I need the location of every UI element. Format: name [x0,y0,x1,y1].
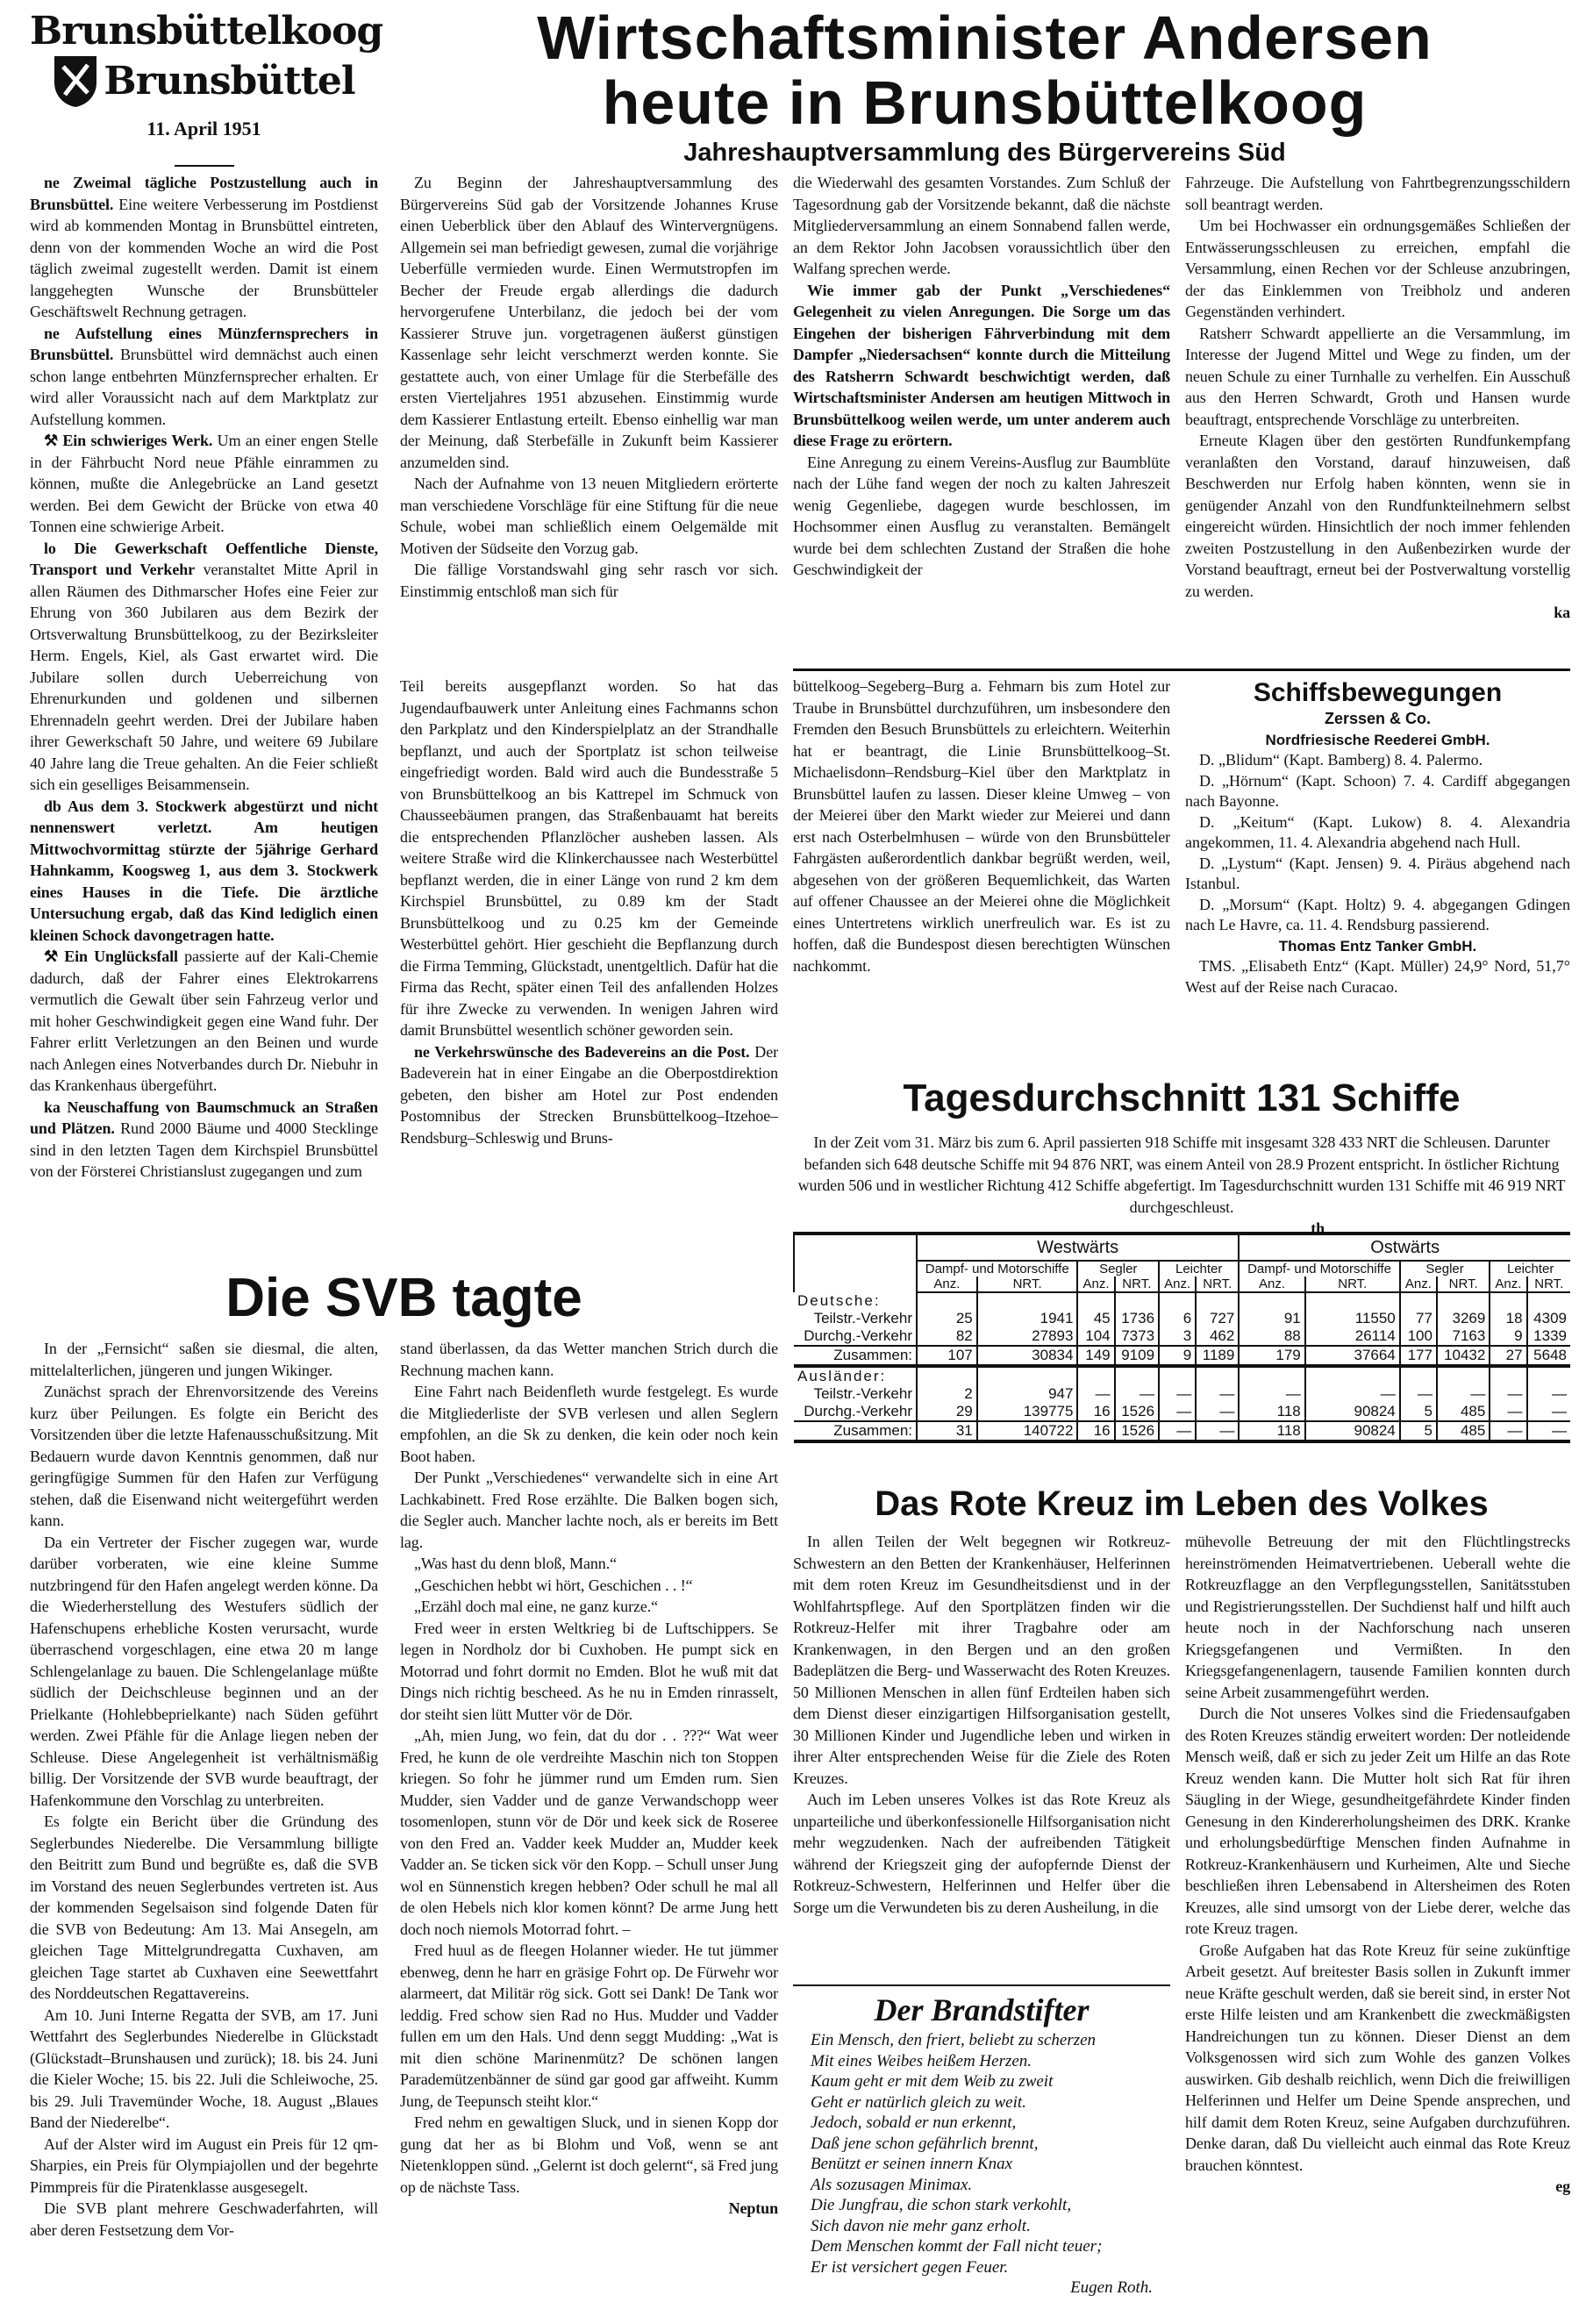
redcross-column-2 [1185,1531,1570,2198]
masthead-subtitle: Brunsbüttel [104,59,355,104]
table-cell: — [1196,1385,1239,1403]
paragraph [400,2112,778,2198]
paragraph-text: „Erzähl doch mal eine, ne ganz kurze.“ [414,1598,659,1615]
paragraph-text: Fred huul as de fleegen Holanner wieder. He tut jümmer ebenweg, denn he harr en gräsige Fohrt op. De Fürwehr wor alarmeert, dat Militär rög sick. Gott sei Dank! De Tank wor leddig. Fred schow sien Rad no Hus. Mudder und Vadder fullen em um den Hals. Und denn seggt Mudding: „Wat is mit dien schöne Marinenmütz? De schönen langen Parademützenbänner de sünd gar good gar affweiht. Kumm Jung, de Teepunsch steiht klor.“ [400,1941,778,2110]
paragraph-text: Die SVB plant mehrere Geschwaderfahrten, will aber deren Festsetzung dem Vor- [30,2199,378,2239]
paragraph-text: Erneute Klagen über den gestörten Rundfunkempfang veranlaßten den Vorstand, darauf hinzuweisen, daß Beschwerden nur Erfolg haben könnten, wenn sie in genügender Anzahl von den Rundfunkteilnehmern selbst eingereicht würden. Hinsichtlich der noch immer fehlenden zweiten Postzustellung in den Außenbezirken wurde der Vorstand beauftragt, erneut bei der Postverwaltung vorstellig zu werden. [1185,432,1570,600]
svb-column-2 [400,1338,778,2220]
table-cell: 5648 [1527,1346,1570,1366]
table-row [794,1421,1570,1441]
table-cell: 139775 [977,1403,1078,1421]
table-row [794,1385,1570,1403]
paragraph-text: Eine Anregung zu einem Vereins-Ausflug zur Baumblüte nach der Lühe fand wegen der noch zu kalten Jahreszeit wenig Gegenliebe, dagegen wurde beschlossen, im Hochsommer einen Ausflug zu veranstalten. Bemängelt wurde bei dem schlechten Zustand der Straßen die hohe Geschwindigkeit der [793,453,1170,578]
sub-header: Anz. [1077,1276,1114,1292]
paragraph [400,1618,778,1726]
table-cell: 9109 [1115,1346,1159,1366]
paragraph [793,172,1170,280]
table-cell: — [1490,1403,1526,1421]
table-cell: — [1490,1385,1526,1403]
sub-header: NRT. [1115,1276,1159,1292]
poem-lines [793,2030,1170,2278]
empty-cell [1305,1292,1400,1310]
ship-item: D. „Blidum“ (Kapt. Bamberg) 8. 4. Palermo. [1199,751,1483,769]
empty-cell [1115,1292,1159,1310]
empty-cell [1239,1292,1304,1310]
table-cell: 485 [1437,1421,1490,1441]
paragraph [1185,323,1570,431]
paragraph-text: Eine Fahrt nach Beidenfleth wurde festgelegt. Es wurde die Mitgliederliste der SVB verlesen und allen Seglern empfohlen, an die Sk zu denken, die kein oder noch kein Boot haben. [400,1383,778,1465]
empty-cell [1437,1292,1490,1310]
paragraph-text: Eine weitere Verbesserung im Postdienst wird ab kommenden Montag in Brunsbüttel eintreten, denn von der kommenden Woche an wird die Post täglich zweimal zugestellt werden. Damit ist einem langgehegten Wunsche der Brunsbütteler Geschäftswelt Rechnung getragen. [30,195,378,320]
table-cell: 77 [1400,1310,1437,1327]
masthead-title: Brunsbüttelkoog [30,9,383,54]
column-trees-continued [400,676,778,1148]
empty-cell [1115,1366,1159,1385]
paragraph [1185,215,1570,323]
sub-header: Anz. [1400,1276,1437,1292]
empty-cell [1437,1366,1490,1385]
table-cell: — [1115,1385,1159,1403]
paragraph-text: In der „Fernsicht“ saßen sie diesmal, die alten, mittelalterlichen, jüngeren und jungen Wikinger. [30,1340,378,1379]
empty-cell [1077,1292,1114,1310]
table-cell: 947 [977,1385,1078,1403]
table-cell: 7373 [1115,1327,1159,1346]
empty-cell [1527,1292,1570,1310]
table-cell: 2 [917,1385,977,1403]
ship-item: D. „Morsum“ (Kapt. Holtz) 9. 4. abgegangen Gdingen nach Le Havre, ca. 11. 4. Rendsburg passierend. [1185,895,1570,933]
type-header: Segler [1400,1261,1490,1276]
empty-cell [1305,1366,1400,1385]
headline-line1: Wirtschaftsminister Andersen [537,4,1433,72]
table-cell: 11550 [1305,1310,1400,1327]
paragraph [793,1531,1170,1789]
paragraph [400,1575,778,1597]
table-cell: 90824 [1305,1403,1400,1421]
paragraph [400,473,778,559]
table-cell: 5 [1400,1421,1437,1441]
poem-line: Er ist versichert gegen Feuer. [811,2257,1009,2277]
sub-header: NRT. [1527,1276,1570,1292]
paragraph [400,1940,778,2112]
column-local-news [30,172,378,1183]
table-cell: 1736 [1115,1310,1159,1327]
poem-author: Eugen Roth. [1070,2278,1153,2297]
table-cell: 25 [917,1310,977,1327]
empty-cell [1196,1366,1239,1385]
svb-title: Die SVB tagte [225,1268,582,1328]
type-header: Segler [1077,1261,1159,1276]
table-cell: 462 [1196,1327,1239,1346]
poem-line: Jedoch, sobald er nun erkennt, [811,2113,1017,2132]
paragraph [30,2198,378,2241]
paragraph-text: Fred nehm en gewaltigen Sluck, und in sienen Kopp dor gung dat her as bi Blohm und Voß, wenn se ant Nietenkloppen sünd. „Gelernt ist doch gelernt“, sä Fred jung op de nächste Tass. [400,2113,778,2196]
direction-header: Ostwärts [1239,1235,1570,1261]
poem-box [793,1984,1170,2299]
paragraph [30,323,378,431]
table-cell: 45 [1077,1310,1114,1327]
poem-line: Dem Menschen kommt der Fall nicht teuer; [811,2237,1103,2256]
group-label: Ausländer: [797,1368,887,1384]
table-cell: 82 [917,1327,977,1346]
coat-of-arms-icon [53,54,98,109]
paragraph-text: Teil bereits ausgepflanzt worden. So hat das Jugendaufbauwerk unter Anleitung eines Fachmanns schon den Parkplatz und den Kinderspielplatz an der Strandhalle bepflanzt, und auch der Sportplatz ist schon teilweise eingefriedigt worden. Bald wird auch die Bundesstraße 5 von Brunsbüttelkoog an bis Kattrepel im Schmuck von Chausseebäumen prangen, das Straßenbauamt hat bereits die entsprechenden Pflanzlöcher ausheben lassen. Als weitere Straße wird die Klinkerchaussee nach Westerbüttel bepflanzt werden, die in einer Länge von rund 2 km dem Kirchspiel Brunsbüttel, zu 0.89 km der Stadt Brunsbüttelkoog und zu 0.25 km der Gemeinde Westerbüttel gehört. Hier geschieht die Bepflanzung durch die Firma Temming, Glückstadt, unentgeltlich. Dafür hat die Firma das Recht, später einen Teil des anfallenden Holzes für ihre Zwecke zu verwenden. In wenigen Jahren wird damit Brunsbüttel wesentlich schöner geworden sein. [400,677,778,1039]
paragraph-text: Auch im Leben unseres Volkes ist das Rote Kreuz als unparteiliche und überkonfessionelle Hilfsorganisation nicht mehr wegzudenken. Nach der aufreibenden Tätigkeit während der Kriegszeit ging der aufopfernde Dienst der Rotkreuz-Schwestern, Helferinnen und Helfer über die Sorge um die Verwundeten bis zu deren Ausheilung, in die [793,1791,1170,1916]
paragraph-text: Ratsherr Schwardt appellierte an die Versammlung, im Interesse der Jugend Mittel und Wege zu finden, um der neuen Schule zu einer Turnhalle zu verhelfen. Ein Ausschuß aus den Herren Schwardt, Groth und Hansen wurde beauftragt, entsprechende Vorschläge zu unterbreiten. [1185,324,1570,428]
sub-header: NRT. [977,1276,1078,1292]
table-cell: 16 [1077,1403,1114,1421]
article-signature: Neptun [728,2199,778,2217]
paragraph [30,2134,378,2199]
paragraph-text: Zunächst sprach der Ehrenvorsitzende des Vereins kurz über Peilungen. Es folgte ein Bericht des Vorsitzenden über die letzte Hafenausschußsitzung. Mit Bedauern wurde davon Kenntnis genommen, daß nur geringfügige Summen für den Hafen zur Verfügung stehen, daß die Eisenwand nicht weitergeführt werden kann. [30,1383,378,1529]
row-label: Zusammen: [794,1421,917,1441]
row-label: Teilstr.-Verkehr [813,1310,912,1326]
paragraph-text: Fred weer in ersten Weltkrieg bi de Luftschippers. Se legen in Nordholz dor bi Cuxhoben. He pumpt sick en Motorrad und fohrt dormit no Emden. Blot he wuß mit dat Dings nich richtig bescheed. As he nu in Emden rinrasselt, dor steiht sien lütt Mutter vör de Dör. [400,1619,778,1723]
traffic-table-wrap [793,1232,1570,1443]
ship-item: D. „Lystum“ (Kapt. Jensen) 9. 4. Piräus abgehend nach Istanbul. [1185,854,1570,892]
poem-line: Als sozusagen Minimax. [811,2175,973,2194]
traffic-title: Tagesdurchschnitt 131 Schiffe [903,1076,1461,1119]
issue-date: 11. April 1951 [146,118,261,139]
table-cell: 91 [1239,1310,1304,1327]
table-cell: — [1159,1421,1196,1441]
sub-header: NRT. [1305,1276,1400,1292]
paragraph-text: stand überlassen, da das Wetter manchen Strich durch die Rechnung machen kann. [400,1340,778,1379]
paragraph-lead: lo Die Gewerkschaft Oeffentliche Dienste, Transport und Verkehr [30,539,378,578]
date-rule [175,165,234,167]
paragraph [30,1338,378,1381]
table-cell: 1526 [1115,1403,1159,1421]
paragraph [30,1381,378,1532]
ship-movements [1185,677,1570,998]
paragraph [793,452,1170,581]
paragraph-lead: ne Zweimal tägliche Postzustellung auch in Brunsbüttel. [30,174,378,213]
paragraph-text: Um an einer engen Stelle in der Fährbucht Nord neue Pfähle einrammen zu können, mußte die Anlegebrücke an Land gesetzt werden. Bei dem Gewicht der Brücke von etwa 40 Tonnen eine schwierige Arbeit. [30,432,378,535]
table-cell: 179 [1239,1346,1304,1366]
table-cell: 1941 [977,1310,1078,1327]
group-label: Deutsche: [797,1292,881,1309]
redcross-title: Das Rote Kreuz im Leben des Volkes [875,1484,1489,1523]
type-header: Leichter [1159,1261,1239,1276]
redcross-column-1 [793,1531,1170,1918]
ship-list [1185,750,1570,936]
table-cell: 118 [1239,1421,1304,1441]
table-cell: 27893 [977,1327,1078,1346]
empty-cell [1400,1366,1437,1385]
traffic-signature: th [1311,1219,1325,1237]
paragraph-text: die Wiederwahl des gesamten Vorstandes. Zum Schluß der Tagesordnung gab der Vorsitzende bekannt, daß die nächste Mitgliederversammlung an einem Sonnabend fallen werde, an dem Rektor John Jacobsen voraussichtlich über den Walfang sprechen werde. [793,174,1170,277]
table-cell: 30834 [977,1346,1078,1366]
empty-cell [1196,1292,1239,1310]
table-cell: 7163 [1437,1327,1490,1346]
paragraph-text: Nach der Aufnahme von 13 neuen Mitgliedern erörterte man verschiedene Vorschläge für eine Stiftung für die neue Schule, wobei man schließlich einem Oelgemälde mit Motiven der Südseite den Vorzug gab. [400,475,778,557]
masthead [30,9,383,142]
table-cell: — [1239,1385,1304,1403]
table-cell: 727 [1196,1310,1239,1327]
row-label: Zusammen: [794,1346,917,1366]
table-cell: 3 [1159,1327,1196,1346]
svb-column-1 [30,1338,378,2241]
table-cell: — [1527,1385,1570,1403]
paragraph-text: Zu Beginn der Jahreshauptversammlung des Bürgervereins Süd gab der Vorsitzende Johannes Kruse einen Ueberblick über den Ablauf des Wintervergnügens. Allgemein sei man befriedigt gewesen, zumal die vorjährige Ueberfülle vermieden wurde. Einen Wermutstropfen im Becher der Freude ergab allerdings die dadurch hervorgerufene Unterbilanz, die jedoch bei der vom Kassierer Struve jun. vorgetragenen äußerst günstigen Kassenlage sehr leicht verschmerzt werden konnte. Sie gestattete auch, von einer Umlage für die Sterbefälle des ersten Vierteljahres 1951 abzusehen. Einstimmig wurde dem Kassierer Entlastung erteilt. Ebenso einhellig war man der Meinung, daß Sterbefälle in Zukunft beim Kassierer anzumelden sind. [400,174,778,471]
empty-cell [1159,1366,1196,1385]
paragraph [30,172,378,323]
paragraph-text: Es folgte ein Bericht über die Gründung des Seglerbundes Niederelbe. Die Versammlung billigte den Beitritt zum Bund und begrüßte es, daß die SVB im Vorstand des neuen Seglerbundes vertreten ist. Aus der kommenden Segelsaison sind folgende Daten für die SVB von Bedeutung: Am 13. Mai Ansegeln, am gleichen Tage Mittelgrundregatta Cuxhaven, am gleichen Tage startet ab Cuxhaven eine Seewettfahrt des Norddeutschen Regattavereins. [30,1813,378,2002]
paragraph-text: In allen Teilen der Welt begegnen wir Rotkreuz-Schwestern an den Betten der Krankenhäuser, Helferinnen mit dem roten Kreuz im Gesundheitsdienst und in der Wohlfahrtspflege. Auf den Sportplätzen finden wir die Rotkreuz-Helfer mit ihrer Tragbahre oder am Krankenwagen, in den Bergen und an den großen Badeplätzen die Berg- und Wasserwacht des Roten Kreuzes. 50 Millionen Menschen in allen fünf Erdteilen haben sich dem Dienst dieser einzigartigen Hilfsorganisation gestellt, 30 Millionen Kinder und Jugendliche leben und wirken in ihrer Alter entsprechenden Weise für die Ziele des Roten Kreuzes. [793,1533,1170,1787]
table-cell: 177 [1400,1346,1437,1366]
paragraph-text: Fahrzeuge. Die Aufstellung von Fahrtbegrenzungsschildern soll beantragt werden. [1185,174,1570,213]
empty-cell [917,1292,977,1310]
table-cell: — [1490,1421,1526,1441]
empty-cell [1527,1366,1570,1385]
direction-header: Westwärts [917,1235,1239,1261]
paragraph-text: „Geschichen hebbt wi hört, Geschichen . . !“ [414,1576,693,1594]
main-headline [399,5,1570,168]
paragraph-text: mühevolle Betreuung der mit den Flüchtlingstrecks hereinströmenden Heimatvertriebenen. Ueberall wehte die Rotkreuzflagge an den Verpflegungsstellen, Sanitätsstuben und Registrierungsstellen. Der Suchdienst half und hilft auch heute noch in der Nachforschung nach unseren Kriegsgefangenen und Vermißten. In den Kriegsgefangenenlagern, tausende Familien konnten durch seine Arbeit zusammengeführt werden. [1185,1533,1570,1701]
type-header: Leichter [1490,1261,1570,1276]
paragraph-text: büttelkoog–Segeberg–Burg a. Fehmarn bis zum Hotel zur Traube in Brunsbüttel durchzuführen, um insbesondere den Fremden den Besuch Brunsbüttels zu erleichtern. Weiterhin hat er beantragt, die Linie Brunsbüttelkoog–St. Michaelisdonn–Rendsburg–Kiel über den Marktplatz in Brunsbüttel laufen zu lassen. Dieser kleine Umweg – von der Meierei über den Markt wieder zur Meierei und dann erst nach Osterbelmhusen – würde von den Brunsbütteler Fahrgästen außerordentlich dankbar begrüßt werden, weil, abgesehen von der größeren Bequemlichkeit, das Warten auf offener Chaussee an der Meierei ohne die Möglichkeit eines Untertretens wirklich unerfreulich war. Es ist zu hoffen, daß die Bundespost diesen berechtigten Wünschen nachkommt. [793,677,1170,975]
paragraph-text: veranstaltet Mitte April in allen Räumen des Dithmarscher Hofes eine Feier zur Ehrung von 360 Jubilaren aus dem Bezirk der Ortsverwaltung Brunsbüttelkoog, zu der Bezirksleiter Herm. Engels, Kiel, als Gast erwartet wird. Die Jubilare sollen durch Ueberreichung von Ehrenurkunden und goldenen und silbernen Ehrennadeln geehrt werden. Drei der Jubilare haben ihrer Gewerkschaft 50 Jahre, und weitere 69 Jubilare 40 Jahre lang die Treue gehalten. An die Feier schließt sich ein geselliges Beisammensein. [30,561,378,793]
table-cell: 6 [1159,1310,1196,1327]
paragraph-text: Der Punkt „Verschiedenes“ verwandelte sich in eine Art Lachkabinett. Fred Rose erzählte. Die Balken bogen sich, die Segler auch. Mancher lachte noch, als er bereits im Bett lag. [400,1469,778,1551]
table-cell: 140722 [977,1421,1078,1441]
paragraph-text: Auf der Alster wird im August ein Preis für 12 qm-Sharpies, ein Preis für Olympiajollen und der begehrte Pimmpreis für die Piratenklasse ausgesegelt. [30,2135,378,2196]
table-cell: 37664 [1305,1346,1400,1366]
column-article-2 [793,172,1170,581]
paragraph [1185,172,1570,215]
paragraph-lead: ⚒ Ein Unglücksfall [44,947,178,965]
empty-cell [917,1366,977,1385]
traffic-text [793,1132,1570,1240]
paragraph-text: Rund 2000 Bäume und 4000 Stecklinge sind in den letzten Tagen dem Kirchspiel Brunsbüttel von der Försterei Christianslust zugegangen und zum [30,1119,379,1180]
paragraph-text: Brunsbüttel wird demnächst auch einen schon lange entbehrten Münzfernsprecher erhalten. Er wird aller Voraussicht nach auf dem Marktplatz zur Aufstellung kommen. [30,346,378,428]
table-cell: 107 [917,1346,977,1366]
table-cell: 1189 [1196,1346,1239,1366]
poem-line: Sich davon nie mehr ganz erholt. [811,2216,1031,2235]
table-cell: 485 [1437,1403,1490,1421]
row-label: Durchg.-Verkehr [804,1403,912,1419]
paragraph-lead: ne Aufstellung eines Münzfernsprechers in Brunsbüttel. [30,324,378,363]
section-rule [793,669,1570,671]
table-cell: 5 [1400,1403,1437,1421]
table-cell: 18 [1490,1310,1526,1327]
table-cell: 104 [1077,1327,1114,1346]
paragraph [1185,430,1570,602]
table-cell: 100 [1400,1327,1437,1346]
headline-subtitle: Jahreshauptversammlung des Bürgervereins Süd [683,139,1286,167]
paragraph-text: Durch die Not unseres Volkes sind die Friedensaufgaben des Roten Kreuzes ständig erweitert worden: Der notleidende Mensch weiß, daß er sich zu jeder Zeit um Hilfe an das Rote Kreuz wenden kann. Die Mutter holt sich Rat für ihren Säugling in der Wiege, gesundheitgefährdete Kinder finden Genesung in den Kindererholungsheimen des DRK. Kranke und erholungsbedürftige Menschen finden Aufnahme in Rotkreuz-Krankenhäusern und Kurheimen, Alte und Sieche beschließen ihren Lebensabend in Altersheimen des Roten Kreuzes, alle sind umsorgt von der Liebe derer, welche das rote Kreuz tragen. [1185,1705,1570,1937]
table-cell: 10432 [1437,1346,1490,1366]
table-cell: 26114 [1305,1327,1400,1346]
paragraph [30,796,378,947]
poem-title: Der Brandstifter [874,1992,1090,2027]
paragraph-lead: Wie immer gab der Punkt „Verschiedenes“ Gelegenheit zu vielen Anregungen. Die Sorge um das Eingehen der bisherigen Fährverbindung mit dem Dampfer „Niedersachsen“ konnte durch die Mitteilung des Ratsherrn Schwardt beschwichtigt werden, daß Wirtschaftsminister Andersen am heutigen Mittwoch in Brunsbüttelkoog weilen werde, um unter anderem auch diese Frage zu erörtern. [793,281,1170,449]
table-cell: — [1077,1385,1114,1403]
table-row [794,1403,1570,1421]
paragraph-lead: ka Neuschaffung von Baumschmuck an Straßen und Plätzen. [30,1098,378,1137]
paragraph [400,1725,778,1940]
table-row [794,1327,1570,1346]
table-cell: 9 [1159,1346,1196,1366]
table-cell: 3269 [1437,1310,1490,1327]
empty-cell [1490,1292,1526,1310]
poem-line: Kaum geht er mit dem Weib zu zweit [811,2072,1054,2091]
ship-company: Zerssen & Co. [1324,710,1432,727]
paragraph-text: Am 10. Juni Interne Regatta der SVB, am 17. Juni Wettfahrt des Seglerbundes Niederelbe in Glückstadt (Glückstadt–Brunshausen und zurück); 18. bis 24. Juni die Kieler Woche; 15. bis 22. Juli die Schleiwoche, 25. bis 29. Juli Travemünder Woche, 18. August „Blaues Band der Niederelbe“. [30,2006,378,2131]
sub-header: Anz. [1159,1276,1196,1292]
paragraph [793,280,1170,452]
table-cell: — [1527,1421,1570,1441]
table-cell: — [1305,1385,1400,1403]
empty-cell [977,1292,1078,1310]
paragraph-lead: ⚒ Ein schwieriges Werk. [44,432,213,449]
table-cell: — [1196,1421,1239,1441]
poem-line: Benützt er seinen innern Knax [811,2155,1013,2173]
table-cell: — [1159,1385,1196,1403]
table-cell: 9 [1490,1327,1526,1346]
paragraph [30,1532,378,1812]
table-cell: 4309 [1527,1310,1570,1327]
table-cell: 88 [1239,1327,1304,1346]
paragraph [30,2005,378,2134]
row-label: Durchg.-Verkehr [804,1327,912,1344]
paragraph-text: passierte auf der Kali-Chemie dadurch, daß der Fahrer eines Elektrokarrens vermutlich die Gewalt über sein Fahrzeug verlor und mit hoher Geschwindigkeit gegen eine Wand fuhr. Der Fahrer erlitt Verletzungen an den Beinen und wurde nach Anlegen eines Notverbandes durch Dr. Niebuhr in das Krankenhaus übergeführt. [30,947,378,1094]
paragraph [400,1041,778,1149]
paragraph-lead: db Aus dem 3. Stockwerk abgestürzt und nicht nennenswert verletzt. Am heutigen Mittwochvormittag stürzte der 5jährige Gerhard Hahnkamm, Koogsweg 1, aus dem 3. Stockwerk eines Hauses in die Tiefe. Die ärztliche Untersuchung ergab, daß das Kind lediglich einen kleinen Schock davongetragen hatte. [30,797,378,944]
tanker-company: Thomas Entz Tanker GmbH. [1278,937,1477,955]
empty-cell [1077,1366,1114,1385]
paragraph-text: „Was hast du denn bloß, Mann.“ [414,1555,618,1572]
column-article-1 [400,172,778,602]
paragraph [1185,1531,1570,1703]
table-cell: 27 [1490,1346,1526,1366]
paragraph [400,1553,778,1575]
paragraph [400,559,778,602]
empty-cell [1159,1292,1196,1310]
ship-item: D. „Keitum“ (Kapt. Lukow) 8. 4. Alexandria angekommen, 11. 4. Alexandria abgehend nach Hull. [1185,812,1570,851]
article-signature: ka [1554,604,1570,621]
table-cell: 16 [1077,1421,1114,1441]
paragraph-text: „Ah, mien Jung, wo fein, dat du dor . . ???“ Wat weer Fred, he kunn de ole verdreihte Maschin nich ton Stoppen kriegen. So fohr he jümmer rund um Emden rum. Sien Mudder, sien Vadder und de ganze Verwandschopp weer tosomenlopen, stunn vör de Dör und keek sick de Roseree von den Fred an. Vadder keek Mudder an, Mudder keek Vadder an. Se ticken sick vör den Kopp. – Schull unser Jung wol en Sünnenstich kregen hebben? Oder schull he mal all de olen Hebels nich klor komen könnt? De arme Jung hett doch noch niemols Motorrad fohrt. – [400,1727,778,1938]
paragraph [30,430,378,538]
poem-line: Die Jungfrau, die schon stark verkohlt, [811,2196,1072,2214]
table-cell: — [1159,1403,1196,1421]
headline-line2: heute in Brunsbüttelkoog [602,68,1368,137]
table-cell: — [1196,1403,1239,1421]
table-row [794,1310,1570,1327]
table-corner [794,1276,917,1292]
sub-header: NRT. [1196,1276,1239,1292]
table-cell: 118 [1239,1403,1304,1421]
paragraph [400,1467,778,1553]
table-cell: 149 [1077,1346,1114,1366]
table-corner [794,1235,917,1261]
ship-reederei: Nordfriesische Reederei GmbH. [1265,731,1490,748]
sub-header: Anz. [1239,1276,1304,1292]
table-corner [794,1261,917,1276]
row-label: Teilstr.-Verkehr [813,1385,912,1402]
paragraph [400,676,778,1041]
paragraph [400,1381,778,1467]
masthead-subtitle-row [30,54,378,109]
paragraph [1185,1703,1570,1940]
table-cell: 90824 [1305,1421,1400,1441]
paragraph-text: Um bei Hochwasser ein ordnungsgemäßes Schließen der Entwässerungsschleusen zu erreichen, empfahl die Versammlung, einen Rechen vor der Schleuse anzubringen, der das Einklemmen von Treibholz und anderen Gegenständen verhindert. [1185,217,1570,320]
table-cell: — [1400,1385,1437,1403]
table-cell: 1339 [1527,1327,1570,1346]
poem-line: Ein Mensch, den friert, beliebt zu scherzen [811,2031,1097,2049]
sub-header: Anz. [917,1276,977,1292]
paragraph-text: Da ein Vertreter der Fischer zugegen war, wurde darüber vorberaten, wie eine kleine Summe nutzbringend für den Hafen angelegt werden könne. Da die Wiederherstellung des Westufers südlich der Hafenschupens erhebliche Kosten verursacht, wurde überraschend vorgeschlagen, eine etwa 20 m lange Schlengelanlage zu bauen. Die Schlengelanlage müßte südlich der Deichschleuse beginnen und an der Prielkante (Hohlebbeprielkante) nach Süden geführt werden. Zwei Pfähle für die Anlage liegen neben der Schleuse. Diese Angelegenheit ist verhältnismäßig billig. Der Vorsitzende der SVB wurde beauftragt, der Hafenkommune den Vorschlag zu unterbreiten. [30,1533,378,1809]
traffic-paragraph: In der Zeit vom 31. März bis zum 6. April passierten 918 Schiffe mit insgesamt 328 433 NRT die Schleusen. Darunter befanden sich 648 deutsche Schiffe mit 94 876 NRT, was einem Anteil von 28.9 Prozent entspricht. In östlicher Richtung wurden 506 und in westlicher Richtung 412 Schiffe abgefertigt. Im Tagesdurchschnitt wurden 131 Schiffe mit 46 919 NRT durchgeschleust. [797,1133,1566,1216]
paragraph [30,1811,378,2005]
sub-header: Anz. [1490,1276,1526,1292]
paragraph-text: Große Aufgaben hat das Rote Kreuz für seine zukünftige Arbeit gesetzt. Auf breitester Basis sollen in Zukunft immer neue Kräfte geschult werden, daß sie bereit sind, in erster Not erste Hilfe leisten und am Krankenbett die zweckmäßigsten Handreichungen tun zu können. Dieser Dienst an dem Volksgenossen wird sich zum Wohle des ganzen Volkes auswirken. Gib deshalb reichlich, wenn Dich die freiwilligen Helferinnen und Helfer um Deine Spende ansprechen, und hilf damit dem Roten Kreuz, seine Aufgaben durchzuführen. Denke daran, daß Du vielleicht auch einmal das Rote Kreuz brauchen könntest. [1185,1941,1570,2174]
paragraph [400,172,778,473]
sub-header: NRT. [1437,1276,1490,1292]
ship-item: D. „Hörnum“ (Kapt. Schoon) 7. 4. Cardiff abgegangen nach Bayonne. [1185,771,1570,810]
paragraph-lead: ne Verkehrswünsche des Badevereins an die Post. [414,1042,750,1061]
table-cell: 31 [917,1421,977,1441]
poem-line: Daß jene schon gefährlich brennt, [811,2134,1039,2153]
paragraph [30,538,378,796]
ship-movements-title: Schiffsbewegungen [1253,678,1503,707]
table-cell: — [1527,1403,1570,1421]
table-row [794,1346,1570,1366]
empty-cell [977,1366,1078,1385]
type-header: Dampf- und Motorschiffe [1239,1261,1399,1276]
table-cell: 1526 [1115,1421,1159,1441]
paragraph-text: Der Badeverein hat in einer Eingabe an die Oberpostdirektion gebeten, den bisher am Hotel zur Post endenden Postomnibus der Strecken Brunsbüttelkoog–Itzehoe–Rendsburg–Schleswig und Bruns- [400,1042,778,1147]
empty-cell [1239,1366,1304,1385]
tanker-item: TMS. „Elisabeth Entz“ (Kapt. Müller) 24,9° Nord, 51,7° West auf der Reise nach Curacao. [1185,957,1570,996]
column-article-3 [1185,172,1570,624]
poem-line: Geht er natürlich gleich zu weit. [811,2092,1026,2112]
paragraph [400,1596,778,1618]
empty-cell [1400,1292,1437,1310]
poem-line: Mit eines Weibes heißem Herzen. [811,2051,1032,2070]
column-post-continued [793,676,1170,976]
paragraph [30,946,378,1097]
paragraph-text: Die fällige Vorstandswahl ging sehr rasch vor sich. Einstimmig entschloß man sich für [400,561,778,600]
paragraph [30,1097,378,1183]
paragraph [793,676,1170,976]
article-signature: eg [1555,2177,1570,2195]
table-cell: 29 [917,1403,977,1421]
traffic-table [793,1235,1570,1443]
paragraph [1185,1940,1570,2177]
paragraph [400,1338,778,1381]
table-cell: — [1437,1385,1490,1403]
empty-cell [1490,1366,1526,1385]
paragraph [793,1789,1170,1918]
type-header: Dampf- und Motorschiffe [917,1261,1077,1276]
